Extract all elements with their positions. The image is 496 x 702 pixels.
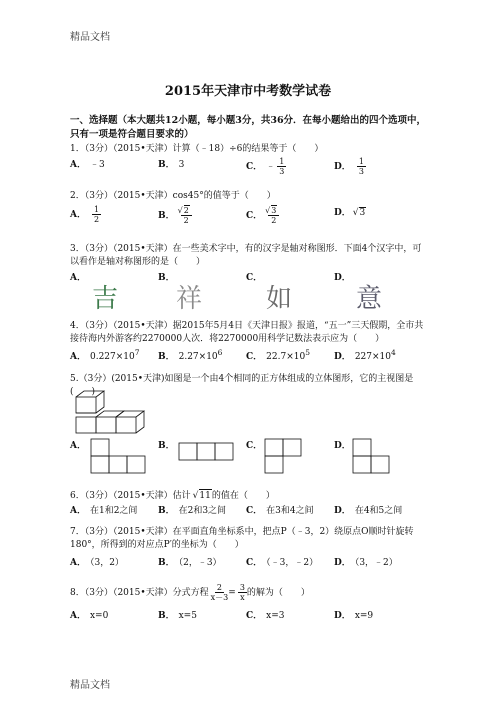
question-8-stem: 8．（3分）（2015•天津）分式方程 $\frac{2}{x-3}$ = $\frac{3}{x}$ 的解为（ ） xyxy=(70,583,310,602)
question-2-stem: 2．（3分）（2015•天津）cos45°的值等于（ ） xyxy=(70,191,276,201)
option-text: 3 xyxy=(178,160,185,170)
question-3-options xyxy=(70,270,430,314)
option-letter: C． xyxy=(246,611,263,621)
option-letter: B． xyxy=(158,210,175,221)
option-letter: C． xyxy=(246,352,263,362)
question-1-stem: 1．（3分）（2015•天津）计算（﹣18）÷6的结果等于（ ） xyxy=(70,144,324,154)
exponent: 5 xyxy=(305,348,310,357)
option-letter: D． xyxy=(334,273,351,283)
option-letter: B． xyxy=(158,352,175,362)
option-letter: D． xyxy=(334,506,351,516)
fraction: $\frac{2}{x-3}$ xyxy=(210,583,229,602)
option-text: 0.227×10 xyxy=(89,352,135,362)
exponent: 7 xyxy=(134,348,140,357)
option-letter: C． xyxy=(246,273,263,283)
page-title: 2015年天津市中考数学试卷 xyxy=(164,84,332,99)
fraction: $\frac{1}{3}$ xyxy=(279,157,285,176)
option-text: x=9 xyxy=(354,611,374,621)
option-letter: B． xyxy=(158,506,175,516)
option-letter: A． xyxy=(70,506,86,516)
character-xiang: 祥 xyxy=(176,284,203,314)
option-text: （2，﹣3） xyxy=(178,558,222,568)
option-letter: A． xyxy=(70,352,86,362)
option-letter: D． xyxy=(334,208,351,218)
view-option-a xyxy=(90,438,148,474)
option-text: （﹣3，﹣2） xyxy=(266,558,319,568)
view-option-c xyxy=(264,438,304,474)
fraction: √ $\frac{3}{2}$ xyxy=(268,205,279,225)
option-letter: A． xyxy=(70,273,86,283)
option-text: 22.7×10 xyxy=(266,352,306,362)
option-text: 在1和2之间 xyxy=(89,506,138,516)
option-text: 在3和4之间 xyxy=(266,506,314,516)
option-letter: A． xyxy=(70,210,86,220)
fraction: $\frac{1}{2}$ xyxy=(93,205,100,224)
option-letter: C． xyxy=(246,558,263,568)
radical: √ 11 xyxy=(199,489,212,503)
option-letter: C． xyxy=(246,210,263,221)
option-text: 2.27×10 xyxy=(178,352,218,362)
cube-solid-figure xyxy=(74,389,152,435)
option-letter: D． xyxy=(334,352,351,362)
question-2-options xyxy=(70,205,430,225)
exponent: 6 xyxy=(217,348,223,357)
option-text: √ 3 xyxy=(359,207,366,218)
page-header: 精品文档 xyxy=(70,32,110,43)
option-text: （3，2） xyxy=(89,558,124,568)
question-3-stem: 3．（3分）（2015•天津）在一些美术字中，有的汉字是轴对称图形．下面4个汉字中，可以看作是轴对称图形的是（ ） xyxy=(70,244,422,267)
question-5-options xyxy=(70,438,430,478)
option-text: x=3 xyxy=(266,611,285,621)
fraction: $\frac{1}{3}$ xyxy=(358,157,364,176)
option-letter: C． xyxy=(246,506,263,516)
question-1-options xyxy=(70,157,430,176)
option-letter: A． xyxy=(70,611,86,621)
character-ji: 吉 xyxy=(92,284,119,314)
option-text: ﹣ xyxy=(266,162,276,172)
option-text: ﹣3 xyxy=(89,160,105,170)
question-4-stem: 4．（3分）（2015•天津）据2015年5月4日《天津日报》报道，“五一”三天假期，全市共接待海内外游客约2270000人次．将2270000用科学记数法表示应为（ ） xyxy=(70,321,424,344)
option-text: x=0 xyxy=(89,611,109,621)
question-6-options xyxy=(70,503,430,517)
option-letter: A． xyxy=(70,441,86,451)
option-letter: B． xyxy=(158,273,175,283)
fraction: √ $\frac{2}{2}$ xyxy=(181,205,192,225)
option-letter: C． xyxy=(246,162,263,172)
option-letter: D． xyxy=(334,441,351,451)
fraction: $\frac{3}{x}$ xyxy=(239,583,245,602)
character-yi: 意 xyxy=(356,284,383,314)
exponent: 4 xyxy=(390,348,396,357)
option-letter: C． xyxy=(246,441,263,451)
option-letter: D． xyxy=(334,558,351,568)
option-letter: B． xyxy=(158,558,175,568)
option-letter: B． xyxy=(158,160,175,170)
question-7-stem: 7．（3分）（2015•天津）在平面直角坐标系中，把点P（﹣3，2）绕原点O顺时针旋转180°，所得到的对应点P′的坐标为（ ） xyxy=(70,527,414,550)
option-letter: D． xyxy=(334,611,351,621)
question-4-options xyxy=(70,348,430,362)
view-option-b xyxy=(178,442,236,462)
option-letter: B． xyxy=(158,441,175,451)
question-5-stem: 5.（3分）(2015•天津)如图是一个由4个相同的正方体组成的立体图形，它的主视图是( ) xyxy=(70,374,414,397)
view-option-d xyxy=(352,438,392,474)
option-text: 在2和3之间 xyxy=(178,506,227,516)
option-text: （3，﹣2） xyxy=(354,558,398,568)
character-ru: 如 xyxy=(266,284,293,314)
option-letter: B． xyxy=(158,611,175,621)
question-7-options xyxy=(70,555,430,569)
option-letter: D． xyxy=(334,162,351,172)
option-text: 在4和5之间 xyxy=(354,506,403,516)
section-heading: 一、选择题（本大题共12小题，每小题3分，共36分．在每小题给出的四个选项中，只有一项是符合题目要求的） xyxy=(70,115,427,140)
option-text: x=5 xyxy=(178,611,197,621)
page-footer: 精品文档 xyxy=(70,680,110,691)
question-8-options xyxy=(70,608,430,622)
option-letter: A． xyxy=(70,558,86,568)
option-text: 227×10 xyxy=(354,352,391,362)
question-6-stem: 6．（3分）（2015•天津）估计√ 11的值在（ ） xyxy=(70,489,430,503)
option-letter: A． xyxy=(70,160,86,170)
